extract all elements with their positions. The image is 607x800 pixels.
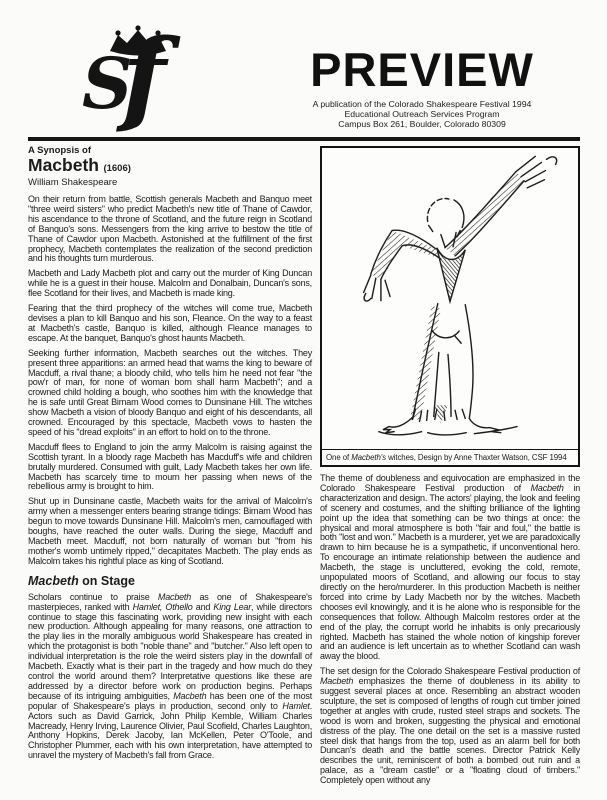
stage-history-paragraph: Scholars continue to praise Macbeth as one of Shakespeare's masterpieces, ranked with Hamlet, Othello and King Lear, while directors continue to stage this fascinating work, providing new insight with each new production. Although appealing for many reasons, one attraction to the play lies in the morally ambiguous world Shakespeare has created in which the protagonist is both "noble thane" and "butcher." Also left open to individual interpretation is the role the weird sisters play in the downfall of Macbeth. Exactly what is their part in the tragedy and how much do they control the world around them? Interpretative questions like these are addressed by a director before work on production begins. Perhaps because of its intriguing ambiguities, Macbeth has been one of the most popular of Shakespeare's plays in production, second only to Hamlet. Actors such as David Garrick, John Philip Kemble, William Charles Macready, Henry Irving, Laurence Olivier, Paul Scofield, Charles Laughton, Anthony Hopkins, Derek Jacoby, Ian McKellen, Peter O'Toole, and Christopher Plummer, each with his own interpretation, have attempted to unravel the mystery of Macbeth's fall from Grace.: [28, 591, 312, 761]
subtitle-line: A publication of the Colorado Shakespeare Festival 1994: [312, 99, 532, 109]
publication-subtitle: [263, 100, 581, 130]
play-title-line: [28, 157, 312, 177]
subtitle-line: Educational Outreach Services Program: [344, 108, 500, 119]
production-theme-paragraph: The theme of doubleness and equivocation are emphasized in the Colorado Shakespeare Festival production of Macbeth in characterization and design. The actors' playing, the look and feeling of scenery and costumes, and the shifting brilliance of the lighting point up the idea that something can be two things at once: the physical and moral atmosphere is both "fair and foul," the battle is both "lost and won." Macbeth is a murderer, yet we are paradoxically drawn to him because he is a sympathetic, if unconventional hero. To encourage an intimate relationship between the audience and Macbeth, the stage is uncluttered, evoking the cold, remote, unpopulated moors of Scotland, and allowing our focus to stay directly on the hero/murderer. In this production Macbeth is neither forced into crime by Lady Macbeth nor by the witches. Macbeth chooses evil knowingly, and it is he alone who is responsible for the consequences that follow. Although Malcolm restores order at the end of the play, the corrupt world he inhabits is only precariously righted. Macbeth has stained the whole notion of kingship forever and an audience is left uncertain as to whether Scotland can wash away the blood.: [320, 473, 580, 662]
play-title: Macbeth: [28, 155, 99, 175]
synopsis-label: A Synopsis of: [28, 145, 91, 156]
witch-sketch-icon: [322, 148, 578, 441]
witch-illustration-frame: [320, 146, 580, 467]
left-column: [28, 146, 312, 786]
playwright-name: William Shakespeare: [28, 177, 118, 188]
section-heading-macbeth-on-stage: Macbeth on Stage: [28, 573, 135, 588]
publication-title: PREVIEW: [310, 43, 534, 96]
synopsis-paragraph: Fearing that the third prophecy of the witches will come true, Macbeth devises a plan to kill Banquo and his son, Fleance. On the way to a feast at Macbeth's castle, Banquo is killed, although Fleance manages to escape. At the banquet, Banquo's ghost haunts Macbeth.: [28, 303, 312, 343]
play-year: (1606): [103, 163, 131, 174]
set-design-paragraph: The set design for the Colorado Shakespeare Festival production of Macbeth emphasizes the theme of doubleness in its ability to suggest several places at once. Resembling an abstract wooden sculpture, the set is composed of lengths of rough cut timber joined together at angles with crude, rusted steel straps and sockets. The wood is worn and broken, suggesting the physical and emotional distress of the play. The one detail on the set is a massive rusted steel disk that hangs from the top, used as an alarm bell for both Duncan's death and the battle scenes. Director Patrick Kelly describes the unit, reminiscent of both a bombed out ruin and a palace, as a "dream castle" or a "floating cloud of timbers." Completely open without any: [320, 666, 580, 786]
masthead: [263, 43, 581, 130]
right-column: [320, 146, 580, 786]
synopsis-paragraph: Macduff flees to England to join the army Malcolm is raising against the Scottish tyrant. In a bloody rage Macbeth has Macduff's wife and children brutally murdered. Consumed with guilt, Lady Macbeth takes her own life. Macbeth has scarcely time to mourn her passing when news of the rebellious army is brought to him.: [28, 441, 312, 492]
svg-text:S: S: [82, 42, 133, 125]
header-divider-rule: [28, 137, 580, 141]
synopsis-paragraph: Macbeth and Lady Macbeth plot and carry out the murder of King Duncan while he is a guest in their house. Malcolm and Donalbain, Duncan's sons, flee Scotland for their lives, and Macbeth is made king.: [28, 268, 312, 299]
illustration-caption: One of Macbeth's witches, Design by Anne Thaxter Watson, CSF 1994: [322, 449, 578, 465]
csf-crowned-monogram-icon: [80, 24, 212, 138]
synopsis-paragraph: Shut up in Dunsinane castle, Macbeth waits for the arrival of Malcolm's army when a messenger enters bearing strange tidings: Birnam Wood has begun to move towards Dunsinane Hill. Malcolm's men, camouflaged with boughs, have reached the outer walls. During the siege, Macduff and Macbeth meet. Macduff, not born naturally of woman but "from his mother's womb untimely ripped," decapitates Macbeth. The play ends as Malcolm takes his rightful place as king of Scotland.: [28, 496, 312, 566]
synopsis-paragraph: Seeking further information, Macbeth searches out the witches. They present three apparitions: an armed head that warns the king to beware of Macduff, a rival thane; a bloody child, who tells him he need not fear "the pow'r of man, for none of woman born shall harm Macbeth"; and a crowned child holding a bough, who soothes him with the knowledge that he is safe until Great Birnam Wood comes to Dunsinane Hill. The witches show Macbeth a vision of bloody Banquo and eight of his descendants, all crowned. Encouraged by this spectacle, Macbeth vows to hasten the speed of his "dread exploits" in an effort to hold on to the throne.: [28, 347, 312, 437]
svg-text:f: f: [122, 24, 166, 137]
synopsis-paragraph: On their return from battle, Scottish generals Macbeth and Banquo meet "three weird sisters" who predict Macbeth's new title of Thane of Cawdor, his ascendance to the throne of Scotland, and the future reign in Scotland of Banquo's sons. Messengers from the king arrive to bestow the title of Thane of Cawdor upon Macbeth. Astonished at the fulfillment of the first prophecy, Macbeth contemplates the realization of the second prediction and his thoughts turn murderous.: [28, 194, 312, 264]
subtitle-line: Campus Box 261, Boulder, Colorado 80309: [338, 118, 506, 129]
two-column-body: [28, 146, 580, 786]
